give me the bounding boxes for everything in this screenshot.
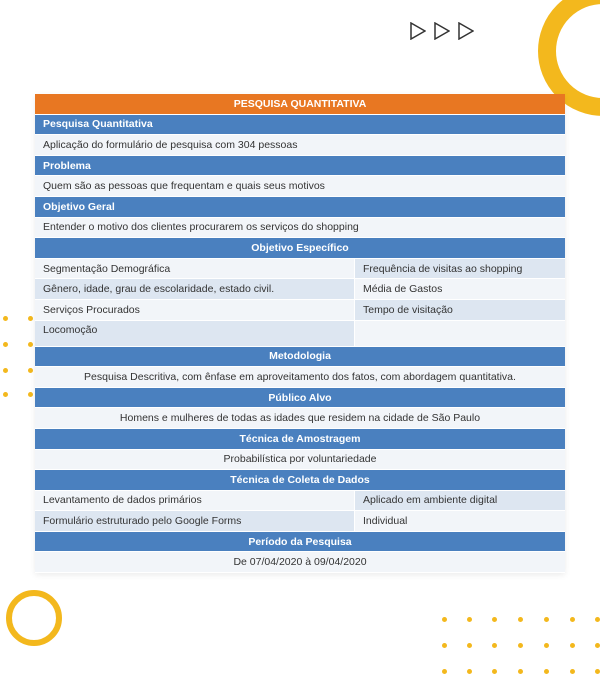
play-outline-icon: [458, 22, 474, 40]
table-title: PESQUISA QUANTITATIVA: [35, 94, 565, 114]
table-row: [35, 300, 565, 321]
section-value-periodo: De 07/04/2020 à 09/04/2020: [35, 552, 565, 572]
section-header-publico-alvo: Público Alvo: [35, 388, 565, 408]
section-header-objetivo-geral: Objetivo Geral: [35, 197, 565, 217]
section-header-problema: Problema: [35, 156, 565, 176]
section-header-pesquisa: Pesquisa Quantitativa: [35, 115, 565, 135]
section-value-publico-alvo: Homens e mulheres de todas as idades que residem na cidade de São Paulo: [35, 408, 565, 428]
objetivo-especifico-cell: Gênero, idade, grau de escolaridade, estado civil.: [35, 279, 355, 299]
section-value-metodologia: Pesquisa Descritiva, com ênfase em aproveitamento dos fatos, com abordagem quantitativa.: [35, 367, 565, 387]
section-header-objetivo-especifico: Objetivo Específico: [35, 238, 565, 258]
tecnica-coleta-cell: Formulário estruturado pelo Google Forms: [35, 511, 355, 531]
section-header-tecnica-coleta: Técnica de Coleta de Dados: [35, 470, 565, 490]
tecnica-coleta-cell: Individual: [355, 511, 565, 531]
decorative-ring-bottom: [6, 590, 62, 646]
section-value-objetivo-geral: Entender o motivo dos clientes procurarem os serviços do shopping: [35, 218, 565, 238]
objetivo-especifico-cell: Segmentação Demográfica: [35, 259, 355, 279]
objetivo-especifico-cell: Tempo de visitação: [355, 300, 565, 320]
section-header-periodo: Período da Pesquisa: [35, 532, 565, 552]
objetivo-especifico-cell: Serviços Procurados: [35, 300, 355, 320]
table-row: [35, 321, 565, 347]
table-row: [35, 279, 565, 300]
section-value-problema: Quem são as pessoas que frequentam e quais seus motivos: [35, 176, 565, 196]
play-outline-icon: [410, 22, 426, 40]
section-header-metodologia: Metodologia: [35, 347, 565, 367]
table-row: [35, 491, 565, 512]
table-row: [35, 259, 565, 280]
section-value-pesquisa: Aplicação do formulário de pesquisa com 304 pessoas: [35, 135, 565, 155]
research-summary-table: [35, 94, 565, 573]
decorative-dots-left: [0, 312, 34, 402]
objetivo-especifico-cell: Locomoção: [35, 321, 355, 346]
tecnica-coleta-cell: Levantamento de dados primários: [35, 491, 355, 511]
table-row: [35, 511, 565, 532]
play-outline-icon: [434, 22, 450, 40]
tecnica-coleta-cell: Aplicado em ambiente digital: [355, 491, 565, 511]
play-icons-group: [410, 22, 474, 40]
section-value-tecnica-amostragem: Probabilística por voluntariedade: [35, 450, 565, 470]
objetivo-especifico-cell: Frequência de visitas ao shopping: [355, 259, 565, 279]
objetivo-especifico-cell: [355, 321, 565, 346]
objetivo-especifico-cell: Média de Gastos: [355, 279, 565, 299]
decorative-dots-right: [440, 615, 600, 675]
section-header-tecnica-amostragem: Técnica de Amostragem: [35, 429, 565, 449]
